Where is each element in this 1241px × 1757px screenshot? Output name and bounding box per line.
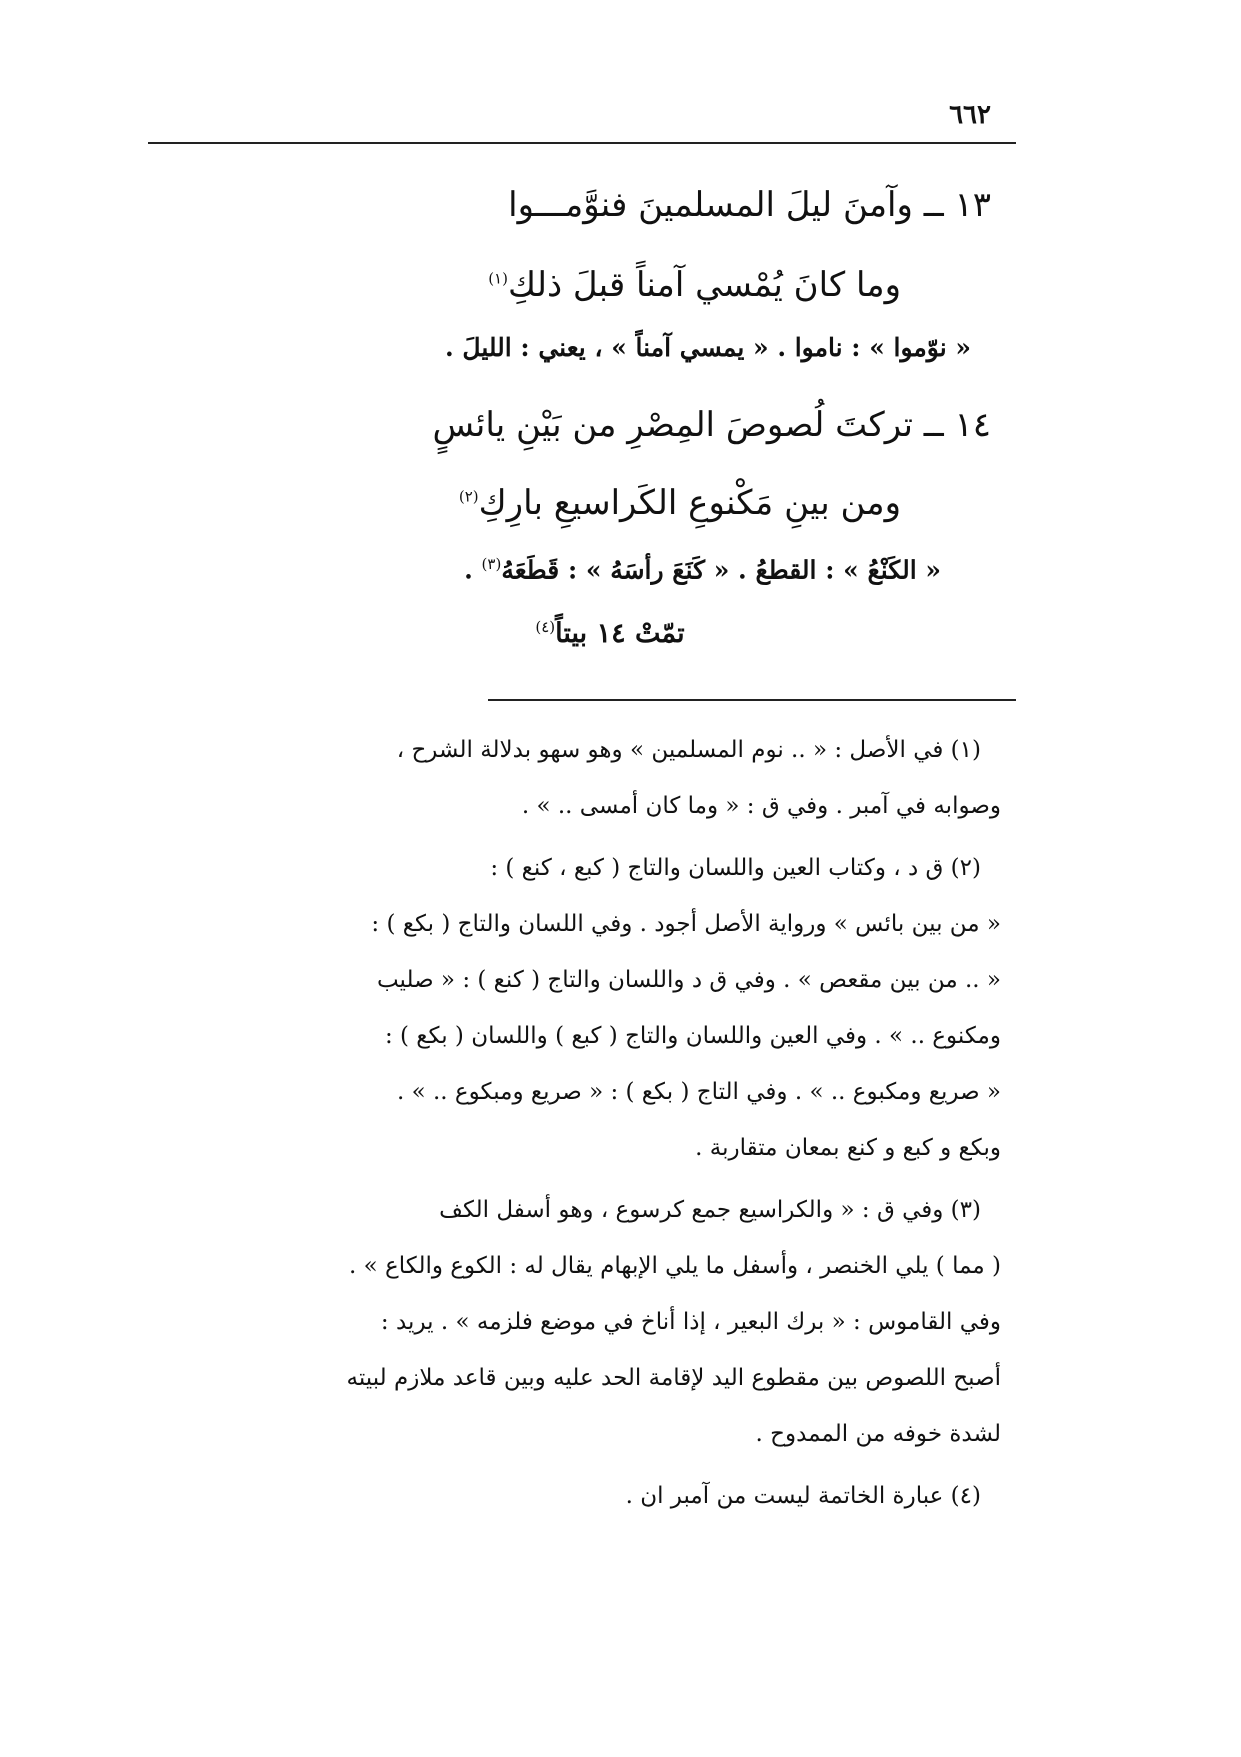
verse-13-second-hemistich bbox=[488, 265, 901, 305]
verse-14-first-hemistich: ١٤ ــ تركتَ لُصوصَ المِصْرِ من بَيْنِ يائسٍ bbox=[432, 405, 991, 445]
verse-14-gloss-text: « الكَنْعُ » : القطعُ . « كَنَعَ رأسَهُ » : قَطَعَهُ bbox=[501, 555, 941, 585]
verse-13-gloss: « نوّموا » : ناموا . « يمسي آمناً » ، يعني : الليلَ . bbox=[444, 333, 971, 362]
header-rule bbox=[148, 142, 1016, 144]
footnote-3 bbox=[180, 1182, 1001, 1462]
footnote-line: (٢) ق د ، وكتاب العين واللسان والتاج ( كبع ، كنع ) : bbox=[490, 855, 981, 881]
footnote-line: وبكع و كبع و كنع بمعان متقاربة . bbox=[695, 1135, 1001, 1161]
footnotes bbox=[180, 722, 1001, 1530]
footnote-ref-4: (٤) bbox=[535, 618, 556, 636]
page-number: ٦٦٢ bbox=[949, 100, 991, 130]
footnote-4 bbox=[180, 1468, 1001, 1524]
verse-13-second-text: وما كانَ يُمْسي آمناً قبلَ ذلكِ bbox=[507, 265, 901, 305]
closing-text: تمّتْ ١٤ بيتاً bbox=[555, 618, 685, 649]
footnote-line: ومكنوع .. » . وفي العين واللسان والتاج ( كبع ) واللسان ( بكع ) : bbox=[384, 1023, 1001, 1049]
footnote-line: « صريع ومكبوع .. » . وفي التاج ( بكع ) : « صريع ومبكوع .. » . bbox=[396, 1079, 1001, 1105]
verse-13-first-hemistich: ١٣ ــ وآمنَ ليلَ المسلمينَ فنوَّمـــوا bbox=[508, 185, 991, 225]
footnote-line: ( مما ) يلي الخنصر ، وأسفل ما يلي الإبهام يقال له : الكوع والكاع » . bbox=[349, 1253, 1001, 1279]
footnote-line: (٤) عبارة الخاتمة ليست من آمبر ان . bbox=[625, 1483, 981, 1509]
footnote-line: وفي القاموس : « برك البعير ، إذا أناخ في موضع فلزمه » . يريد : bbox=[380, 1309, 1001, 1335]
footnote-ref-1: (١) bbox=[488, 269, 508, 288]
footnote-line: (٣) وفي ق : « والكراسيع جمع كرسوع ، وهو أسفل الكف bbox=[439, 1197, 981, 1223]
footnotes-separator bbox=[488, 699, 1016, 701]
verse-14-second-hemistich bbox=[459, 483, 901, 523]
footnote-line: « .. من بين مقعص » . وفي ق د واللسان والتاج ( كنع ) : « صليب bbox=[376, 967, 1001, 993]
footnote-line: أصبح اللصوص بين مقطوع اليد لإقامة الحد عليه وبين قاعد ملازم لبيته bbox=[346, 1365, 1001, 1391]
footnote-line: لشدة خوفه من الممدوح . bbox=[755, 1421, 1001, 1447]
footnote-ref-3: (٣) bbox=[481, 555, 502, 573]
verse-14-second-text: ومن بينِ مَكْنوعِ الكَراسيعِ بارِكِ bbox=[478, 483, 901, 523]
footnote-line: « من بين بائس » ورواية الأصل أجود . وفي اللسان والتاج ( بكع ) : bbox=[371, 911, 1001, 937]
footnote-2 bbox=[180, 840, 1001, 1176]
footnote-ref-2: (٢) bbox=[458, 487, 479, 506]
footnote-1 bbox=[180, 722, 1001, 834]
verse-14-gloss-end: . bbox=[464, 555, 482, 585]
footnote-line: وصوابه في آمبر . وفي ق : « وما كان أمسى .. » . bbox=[521, 793, 1001, 819]
closing-statement bbox=[480, 618, 740, 649]
verse-14-gloss bbox=[464, 555, 941, 584]
footnote-line: (١) في الأصل : « .. نوم المسلمين » وهو سهو بدلالة الشرح ، bbox=[396, 737, 981, 763]
